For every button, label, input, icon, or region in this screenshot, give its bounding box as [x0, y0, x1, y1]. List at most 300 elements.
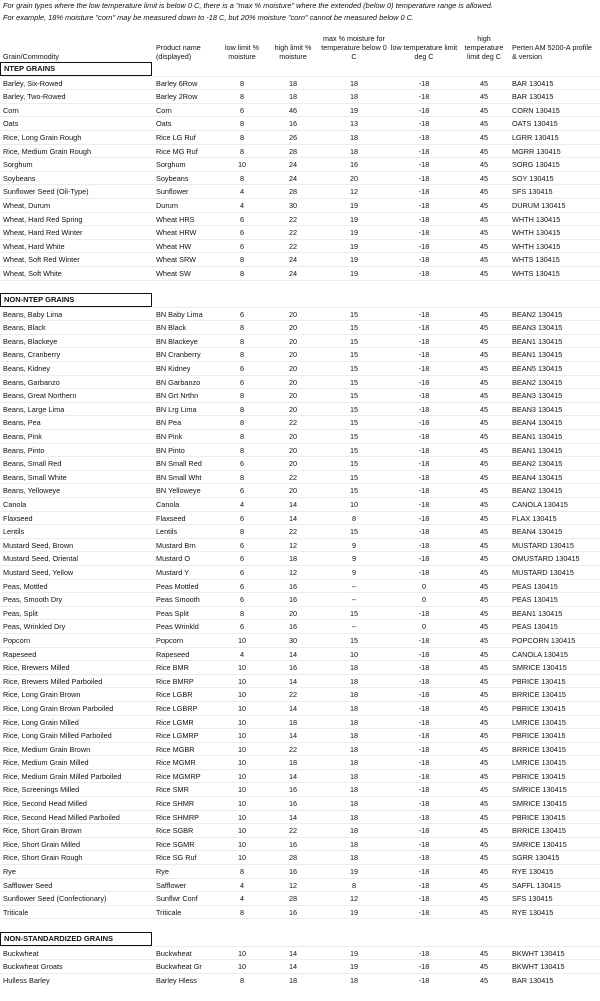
table-cell: Popcorn [3, 635, 31, 645]
table-cell: MUSTARD 130415 [512, 540, 574, 550]
table-cell: PBRICE 130415 [512, 812, 566, 822]
table-cell: Barley Hless [156, 975, 197, 985]
table-cell: Lentils [3, 527, 25, 537]
table-cell: 6 [239, 309, 245, 319]
table-cell: 6 [239, 554, 245, 564]
table-cell: 4 [239, 187, 245, 197]
col-max-moisture-below-zero: max % moisture for temperature below 0 C [321, 34, 387, 61]
table-cell: 6 [239, 241, 245, 251]
table-cell: 45 [479, 214, 489, 224]
table-cell: BN Lrg Lima [156, 404, 197, 414]
table-cell: 45 [479, 622, 489, 632]
table-cell: 45 [479, 907, 489, 917]
table-row [0, 878, 600, 892]
table-cell: 10 [237, 785, 247, 795]
table-row [0, 579, 600, 593]
table-cell: 45 [479, 323, 489, 333]
table-cell: 30 [288, 635, 298, 645]
table-cell: 22 [288, 241, 298, 251]
table-cell: PEAS 130415 [512, 622, 558, 632]
table-cell: CORN 130415 [512, 105, 560, 115]
table-cell: Beans, Pea [3, 418, 41, 428]
table-cell: Sunflower Seed (Oil-Type) [3, 187, 89, 197]
table-cell: SOY 130415 [512, 173, 554, 183]
table-cell: 8 [239, 527, 245, 537]
table-row [0, 674, 600, 688]
note-line-1: For grain types where the low temperature limit is below 0 C, there is a "max % moisture" where the extended (below 0) temperature range is allowed. [3, 1, 493, 10]
table-cell: BN Baby Lima [156, 309, 203, 319]
table-cell: -18 [418, 336, 430, 346]
table-row [0, 144, 600, 158]
table-cell: Lentils [156, 527, 178, 537]
table-cell: Mustard Seed, Brown [3, 540, 74, 550]
table-cell: -18 [418, 119, 430, 129]
table-cell: 8 [239, 255, 245, 265]
table-cell: 8 [239, 608, 245, 618]
table-cell: -18 [418, 635, 430, 645]
table-cell: PEAS 130415 [512, 581, 558, 591]
table-cell: 45 [479, 472, 489, 482]
table-cell: BEAN4 130415 [512, 527, 563, 537]
table-cell: Hulless Barley [3, 975, 50, 985]
table-cell: Rice SGBR [156, 826, 194, 836]
table-cell: -18 [418, 200, 430, 210]
table-cell: 15 [349, 364, 359, 374]
table-cell: Safflower [156, 880, 187, 890]
table-cell: Canola [3, 500, 27, 509]
table-cell: 16 [349, 160, 359, 170]
table-cell: 20 [288, 323, 298, 333]
table-row [0, 483, 600, 497]
table-cell: WHTH 130415 [512, 241, 561, 251]
table-cell: BN Blackeye [156, 336, 198, 346]
table-cell: 45 [479, 119, 489, 129]
table-cell: Rice LGMRP [156, 731, 199, 741]
table-cell: 8 [239, 391, 245, 401]
table-cell: 45 [479, 839, 489, 849]
table-cell: -18 [418, 894, 430, 904]
table-cell: -18 [418, 309, 430, 319]
table-cell: Rice SMR [156, 785, 189, 795]
table-cell: 18 [349, 785, 359, 795]
table-cell: -- [351, 622, 357, 632]
table-cell: 22 [288, 418, 298, 428]
section-heading: NON-STANDARDIZED GRAINS [0, 932, 152, 946]
table-cell: Rice LG Ruf [156, 132, 196, 142]
table-cell: 45 [479, 146, 489, 156]
table-cell: DURUM 130415 [512, 200, 566, 210]
table-cell: 6 [239, 513, 245, 523]
table-cell: 12 [349, 187, 359, 197]
table-row [0, 511, 600, 525]
table-cell: 45 [479, 132, 489, 142]
table-cell: 12 [288, 567, 298, 577]
table-cell: 4 [239, 880, 245, 890]
table-row [0, 538, 600, 552]
table-cell: 16 [288, 595, 298, 605]
table-cell: Rice, Short Grain Brown [3, 826, 82, 836]
table-cell: Beans, Small White [3, 472, 67, 482]
table-cell: 45 [479, 391, 489, 401]
table-cell: WHTH 130415 [512, 214, 561, 224]
table-cell: CANOLA 130415 [512, 500, 568, 509]
table-cell: -18 [418, 717, 430, 727]
col-high-limit-moisture: high limit % moisture [274, 43, 312, 61]
table-cell: -18 [418, 445, 430, 455]
table-cell: Beans, Large Lima [3, 404, 65, 414]
table-cell: SFS 130415 [512, 894, 553, 904]
table-cell: 10 [237, 812, 247, 822]
table-cell: 15 [349, 459, 359, 469]
table-cell: 18 [349, 663, 359, 673]
table-cell: -18 [418, 758, 430, 768]
table-row [0, 592, 600, 606]
table-cell: Rice, Long Grain Brown [3, 690, 81, 700]
table-cell: Peas Wrinkld [156, 622, 199, 632]
table-cell: 45 [479, 513, 489, 523]
table-row [0, 307, 600, 321]
table-cell: 28 [288, 894, 298, 904]
table-cell: 18 [349, 975, 359, 985]
table-cell: BN Grt Nrthn [156, 391, 199, 401]
table-cell: 10 [237, 690, 247, 700]
table-cell: 6 [239, 377, 245, 387]
table-cell: 8 [239, 418, 245, 428]
table-cell: BEAN3 130415 [512, 404, 563, 414]
table-cell: 10 [237, 160, 247, 170]
table-row [0, 647, 600, 661]
table-cell: 18 [349, 771, 359, 781]
table-cell: 10 [237, 758, 247, 768]
table-cell: 15 [349, 486, 359, 496]
table-cell: 45 [479, 812, 489, 822]
table-cell: LMRICE 130415 [512, 758, 566, 768]
table-row [0, 76, 600, 90]
table-cell: 22 [288, 527, 298, 537]
table-row [0, 728, 600, 742]
table-cell: 0 [421, 581, 427, 591]
table-cell: SFS 130415 [512, 187, 553, 197]
table-cell: -18 [418, 608, 430, 618]
table-cell: Rice MG Ruf [156, 146, 198, 156]
table-cell: Rice LGBRP [156, 703, 198, 713]
table-cell: 6 [239, 581, 245, 591]
table-cell: 8 [351, 513, 357, 523]
table-cell: 8 [239, 132, 245, 142]
table-cell: Beans, Garbanzo [3, 377, 60, 387]
table-cell: BKWHT 130415 [512, 962, 565, 972]
table-cell: 10 [237, 663, 247, 673]
table-cell: 15 [349, 350, 359, 360]
table-cell: 18 [349, 132, 359, 142]
table-row [0, 388, 600, 402]
table-cell: Mustard Seed, Oriental [3, 554, 79, 564]
table-row [0, 715, 600, 729]
table-row [0, 823, 600, 837]
table-cell: 6 [239, 486, 245, 496]
table-cell: Peas Mottled [156, 581, 199, 591]
table-cell: Durum [156, 200, 178, 210]
table-cell: 45 [479, 608, 489, 618]
table-cell: 19 [349, 241, 359, 251]
table-cell: 9 [351, 554, 357, 564]
table-row [0, 769, 600, 783]
table-cell: 10 [237, 948, 247, 958]
table-cell: Rye [3, 867, 16, 877]
table-cell: 45 [479, 445, 489, 455]
table-cell: Peas, Wrinkled Dry [3, 622, 66, 632]
table-cell: SAFFL 130415 [512, 880, 561, 890]
table-cell: Oats [156, 119, 172, 129]
table-cell: 9 [351, 540, 357, 550]
table-cell: -18 [418, 785, 430, 795]
table-cell: 22 [288, 228, 298, 238]
table-cell: 10 [237, 703, 247, 713]
col-product-name: Product name (displayed) [156, 43, 201, 61]
table-cell: BEAN3 130415 [512, 391, 563, 401]
table-cell: 45 [479, 418, 489, 428]
table-cell: BAR 130415 [512, 78, 554, 88]
table-cell: 10 [349, 649, 359, 659]
table-row [0, 415, 600, 429]
table-row [0, 429, 600, 443]
table-cell: 19 [349, 228, 359, 238]
table-cell: Wheat SRW [156, 255, 197, 265]
table-cell: 6 [239, 567, 245, 577]
table-cell: 45 [479, 744, 489, 754]
table-cell: BAR 130415 [512, 92, 554, 102]
table-cell: 45 [479, 703, 489, 713]
table-cell: Triticale [156, 907, 182, 917]
table-row [0, 973, 600, 987]
table-cell: Rice SHMR [156, 799, 195, 809]
table-cell: RYE 130415 [512, 867, 554, 877]
table-cell: 15 [349, 404, 359, 414]
table-row [0, 742, 600, 756]
table-cell: 14 [288, 703, 298, 713]
table-cell: -18 [418, 350, 430, 360]
table-cell: Beans, Black [3, 323, 46, 333]
table-cell: -18 [418, 975, 430, 985]
table-row [0, 782, 600, 796]
table-cell: SMRICE 130415 [512, 839, 567, 849]
table-cell: 20 [288, 377, 298, 387]
table-cell: PBRICE 130415 [512, 731, 566, 741]
table-cell: PEAS 130415 [512, 595, 558, 605]
table-cell: 45 [479, 500, 489, 509]
table-cell: BEAN3 130415 [512, 323, 563, 333]
table-cell: -18 [418, 459, 430, 469]
table-cell: 45 [479, 880, 489, 890]
table-cell: 45 [479, 554, 489, 564]
table-row [0, 239, 600, 253]
table-cell: 18 [288, 975, 298, 985]
table-cell: BKWHT 130415 [512, 948, 565, 958]
table-cell: 45 [479, 962, 489, 972]
table-row [0, 633, 600, 647]
table-cell: Rice MGMR [156, 758, 196, 768]
table-cell: 22 [288, 826, 298, 836]
table-cell: 19 [349, 907, 359, 917]
table-cell: Rice SHMRP [156, 812, 199, 822]
table-cell: -18 [418, 255, 430, 265]
table-cell: 14 [288, 500, 298, 509]
table-cell: 18 [349, 703, 359, 713]
table-cell: -18 [418, 78, 430, 88]
table-cell: 16 [288, 119, 298, 129]
table-cell: Canola [156, 500, 180, 509]
table-cell: PBRICE 130415 [512, 703, 566, 713]
table-cell: Wheat, Hard Red Spring [3, 214, 83, 224]
table-cell: Peas Split [156, 608, 189, 618]
table-cell: 6 [239, 105, 245, 115]
table-cell: 45 [479, 92, 489, 102]
table-cell: OATS 130415 [512, 119, 558, 129]
table-cell: -- [351, 581, 357, 591]
table-cell: Beans, Baby Lima [3, 309, 63, 319]
table-cell: 4 [239, 200, 245, 210]
table-cell: Rice MGBR [156, 744, 195, 754]
column-header-row [0, 24, 600, 62]
table-row [0, 606, 600, 620]
table-cell: 45 [479, 459, 489, 469]
table-cell: Beans, Pink [3, 432, 42, 442]
table-cell: 8 [239, 323, 245, 333]
table-cell: -18 [418, 676, 430, 686]
table-cell: 15 [349, 323, 359, 333]
table-cell: 45 [479, 228, 489, 238]
table-row [0, 687, 600, 701]
table-cell: Mustard Seed, Yellow [3, 567, 74, 577]
table-cell: MGRR 130415 [512, 146, 561, 156]
table-row [0, 850, 600, 864]
table-cell: 15 [349, 608, 359, 618]
table-cell: 45 [479, 160, 489, 170]
col-low-limit-moisture: low limit % moisture [225, 43, 259, 61]
table-cell: BN Kidney [156, 364, 191, 374]
table-cell: 8 [239, 146, 245, 156]
table-cell: 24 [288, 160, 298, 170]
table-row [0, 198, 600, 212]
table-cell: 20 [288, 445, 298, 455]
table-cell: 45 [479, 690, 489, 700]
table-cell: 14 [288, 513, 298, 523]
table-row [0, 619, 600, 633]
table-cell: 14 [288, 649, 298, 659]
table-cell: Mustard Brn [156, 540, 196, 550]
table-cell: 20 [288, 350, 298, 360]
table-cell: Barley, Six-Rowed [3, 78, 63, 88]
table-cell: 14 [288, 962, 298, 972]
table-cell: 10 [237, 799, 247, 809]
table-cell: 45 [479, 771, 489, 781]
table-cell: 10 [349, 500, 359, 509]
table-cell: -18 [418, 105, 430, 115]
table-row [0, 225, 600, 239]
table-cell: -18 [418, 160, 430, 170]
table-cell: -18 [418, 703, 430, 713]
table-cell: -18 [418, 173, 430, 183]
table-cell: -18 [418, 962, 430, 972]
table-cell: Beans, Cranberry [3, 350, 61, 360]
table-cell: Rice, Long Grain Milled [3, 717, 79, 727]
col-low-temperature-limit: low temperature limit deg C [390, 43, 458, 61]
table-cell: BN Black [156, 323, 187, 333]
table-cell: 14 [288, 948, 298, 958]
table-cell: FLAX 130415 [512, 513, 557, 523]
table-cell: Rice, Second Head Milled Parboiled [3, 812, 120, 822]
table-row [0, 660, 600, 674]
table-cell: 46 [288, 105, 298, 115]
table-cell: Buckwheat Groats [3, 962, 63, 972]
table-row [0, 810, 600, 824]
table-cell: 22 [288, 690, 298, 700]
table-cell: 8 [239, 92, 245, 102]
table-cell: Beans, Yelloweye [3, 486, 61, 496]
table-cell: 9 [351, 567, 357, 577]
table-cell: BEAN2 130415 [512, 459, 563, 469]
table-cell: BN Yelloweye [156, 486, 201, 496]
spacer-row [0, 918, 600, 932]
table-row [0, 796, 600, 810]
table-cell: 45 [479, 567, 489, 577]
table-cell: 10 [237, 731, 247, 741]
table-cell: Rice LGMR [156, 717, 194, 727]
table-cell: 16 [288, 622, 298, 632]
table-cell: BEAN1 130415 [512, 336, 563, 346]
table-cell: -18 [418, 826, 430, 836]
table-cell: BEAN2 130415 [512, 309, 563, 319]
table-cell: 45 [479, 595, 489, 605]
table-cell: -18 [418, 513, 430, 523]
table-cell: 14 [288, 676, 298, 686]
table-cell: 16 [288, 799, 298, 809]
table-row [0, 347, 600, 361]
table-cell: -18 [418, 799, 430, 809]
table-cell: LGRR 130415 [512, 132, 559, 142]
table-cell: Rice, Brewers Milled Parboiled [3, 676, 103, 686]
table-cell: 45 [479, 581, 489, 591]
table-cell: Wheat HRW [156, 228, 197, 238]
table-cell: -18 [418, 214, 430, 224]
table-cell: 15 [349, 432, 359, 442]
table-cell: PBRICE 130415 [512, 771, 566, 781]
table-cell: 14 [288, 731, 298, 741]
table-cell: WHTH 130415 [512, 228, 561, 238]
table-cell: BEAN2 130415 [512, 377, 563, 387]
table-row [0, 171, 600, 185]
table-cell: 45 [479, 173, 489, 183]
table-cell: BEAN4 130415 [512, 472, 563, 482]
table-row [0, 320, 600, 334]
table-cell: 12 [288, 540, 298, 550]
table-cell: BRRICE 130415 [512, 690, 566, 700]
table-cell: 18 [288, 554, 298, 564]
table-cell: -18 [418, 268, 430, 278]
table-cell: 6 [239, 214, 245, 224]
table-cell: Rice SG Ruf [156, 853, 197, 863]
table-cell: 45 [479, 309, 489, 319]
table-cell: 45 [479, 350, 489, 360]
table-cell: 20 [349, 173, 359, 183]
table-cell: -18 [418, 812, 430, 822]
table-cell: Sunflower [156, 187, 189, 197]
table-cell: Rice SGMR [156, 839, 195, 849]
table-cell: 18 [288, 78, 298, 88]
table-row [0, 701, 600, 715]
table-cell: 24 [288, 255, 298, 265]
table-cell: 45 [479, 241, 489, 251]
